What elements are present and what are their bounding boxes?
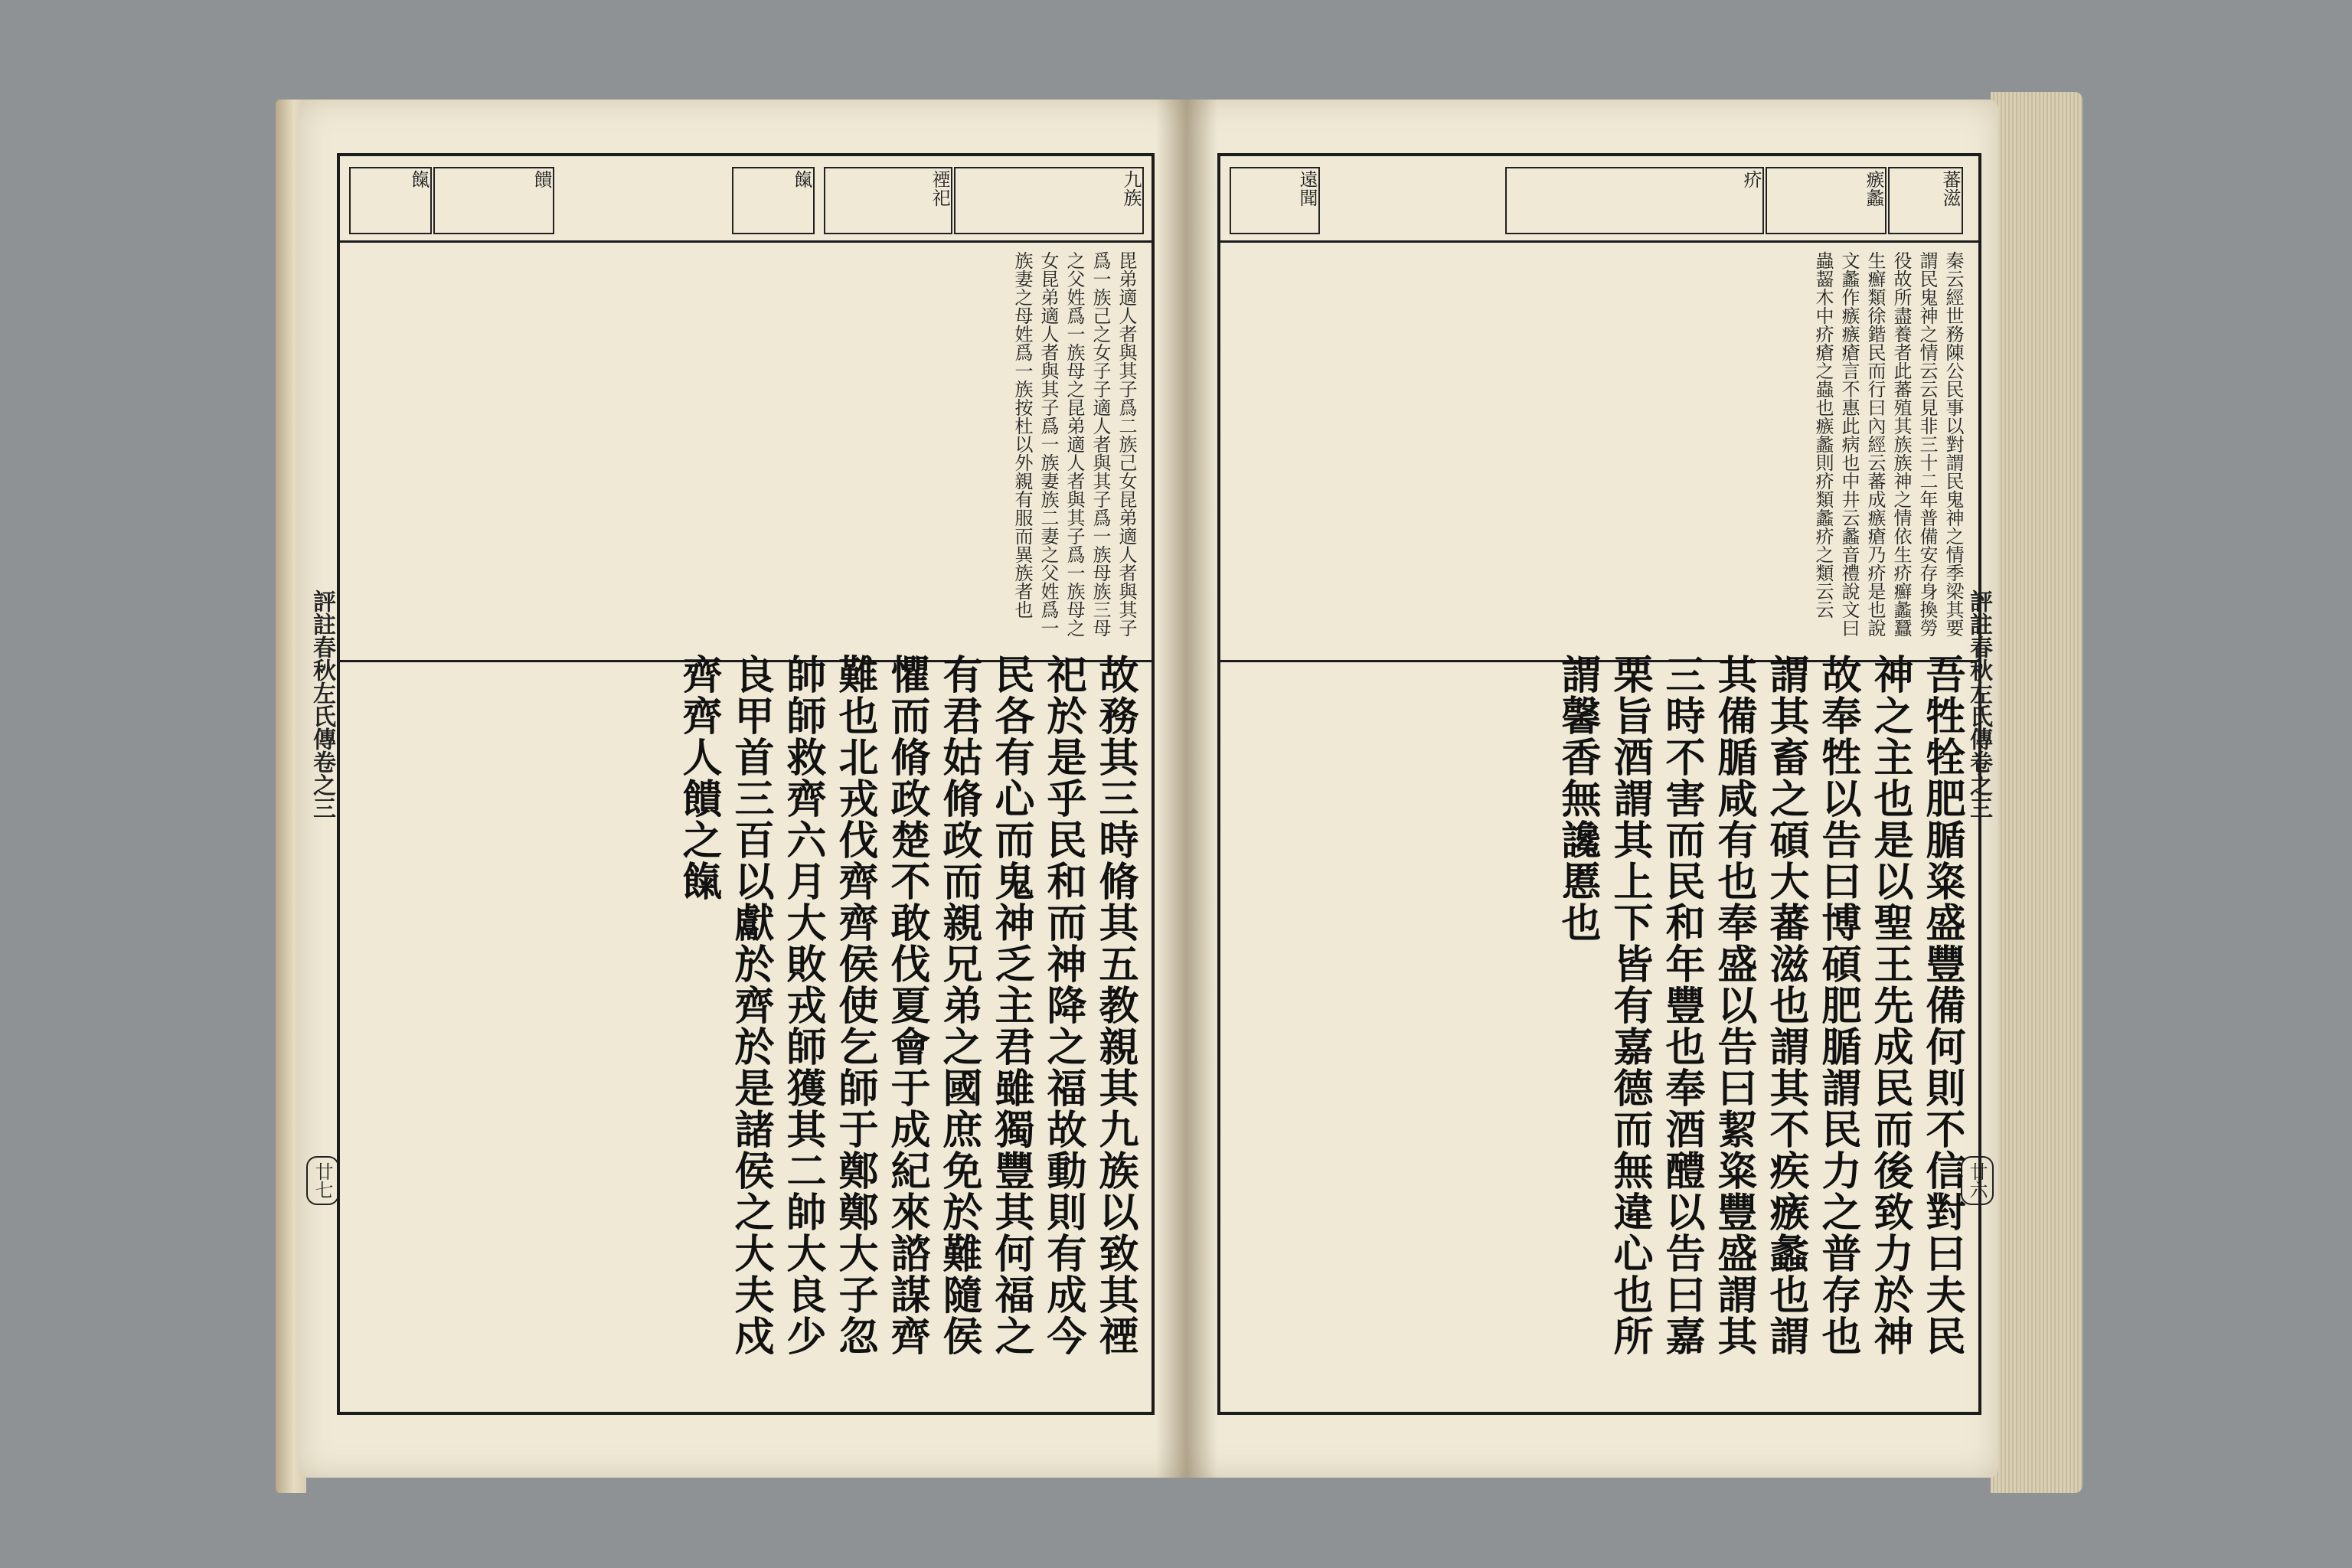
right-page-side-title: 評註春秋左氏傳卷之三	[1965, 590, 1992, 819]
open-book	[276, 77, 2082, 1501]
right-header-row	[1220, 156, 1978, 243]
right-header-1: 蕃滋	[1888, 167, 1963, 234]
right-page	[1187, 100, 1998, 1478]
right-page-frame	[1217, 153, 1981, 1415]
left-page-side-title: 評註春秋左氏傳卷之三	[309, 590, 335, 819]
left-header-4: 饋	[433, 167, 554, 234]
right-header-4: 遠聞	[1230, 167, 1320, 234]
left-page-number: 廿七	[306, 1156, 339, 1205]
left-page	[299, 100, 1187, 1478]
right-page-number: 廿六	[1961, 1156, 1994, 1205]
right-commentary: 秦云經世務陳公民事以對謂民鬼神之情季梁其要謂民鬼神之情云云見非三十二年普備安存身換勞役故所盡養者此蕃殖其族族神之情依生疥癬蠡蠶生癬類徐鍇民而行曰內經云蕃成瘯瘡乃疥是也說文蠡作瘯瘯瘡言不惠此病也中井云蠡音禮說文曰蟲齧木中疥瘡之蟲也瘯蠡則疥類蠡疥之類云云	[1220, 240, 1978, 662]
left-header-2: 禋祀	[824, 167, 952, 234]
left-header-1: 九族	[954, 167, 1144, 234]
left-page-frame	[337, 153, 1155, 1415]
left-commentary: 毘弟適人者與其子爲二族己女昆弟適人者與其子爲一族己之女子子適人者與其子爲一族母族三母之父姓爲一族母之昆弟適人者與其子爲一族母之女昆弟適人者與其子爲一族妻族二妻之父姓爲一族妻之母姓爲一族按杜以外親有服而異族者也	[340, 240, 1152, 662]
left-header-5: 餼	[349, 167, 432, 234]
left-header-row	[340, 156, 1152, 243]
book-gutter	[1156, 100, 1217, 1478]
right-header-3: 疥	[1505, 167, 1764, 234]
right-header-2: 瘯蠡	[1766, 167, 1886, 234]
book-right-edge	[1991, 92, 2082, 1493]
right-main-text: 吾牲牷肥腯粢盛豐備何則不信對曰夫民神之主也是以聖王先成民而後致力於神故奉牲以告曰博碩肥腯謂民力之普存也謂其畜之碩大蕃滋也謂其不疾瘯蠡也謂其備腯咸有也奉盛以告曰絜粢豐盛謂其三時不害而民和年豐也奉酒醴以告曰嘉栗旨酒謂其上下皆有嘉德而無違心也所謂馨香無讒慝也	[1554, 654, 1965, 1357]
left-main-text: 故務其三時脩其五教親其九族以致其禋祀於是乎民和而神降之福故動則有成今民各有心而鬼神乏主君雖獨豐其何福之有君姑脩政而親兄弟之國庶免於難隨侯懼而脩政楚不敢伐夏會于成紀來諮謀齊難也北戎伐齊齊侯使乞師于鄭鄭大子忽帥師救齊六月大敗戎師獲其二帥大良少良甲首三百以獻於齊於是諸侯之大夫戍齊齊人饋之餼	[675, 654, 1138, 1357]
left-header-3: 餼	[732, 167, 815, 234]
